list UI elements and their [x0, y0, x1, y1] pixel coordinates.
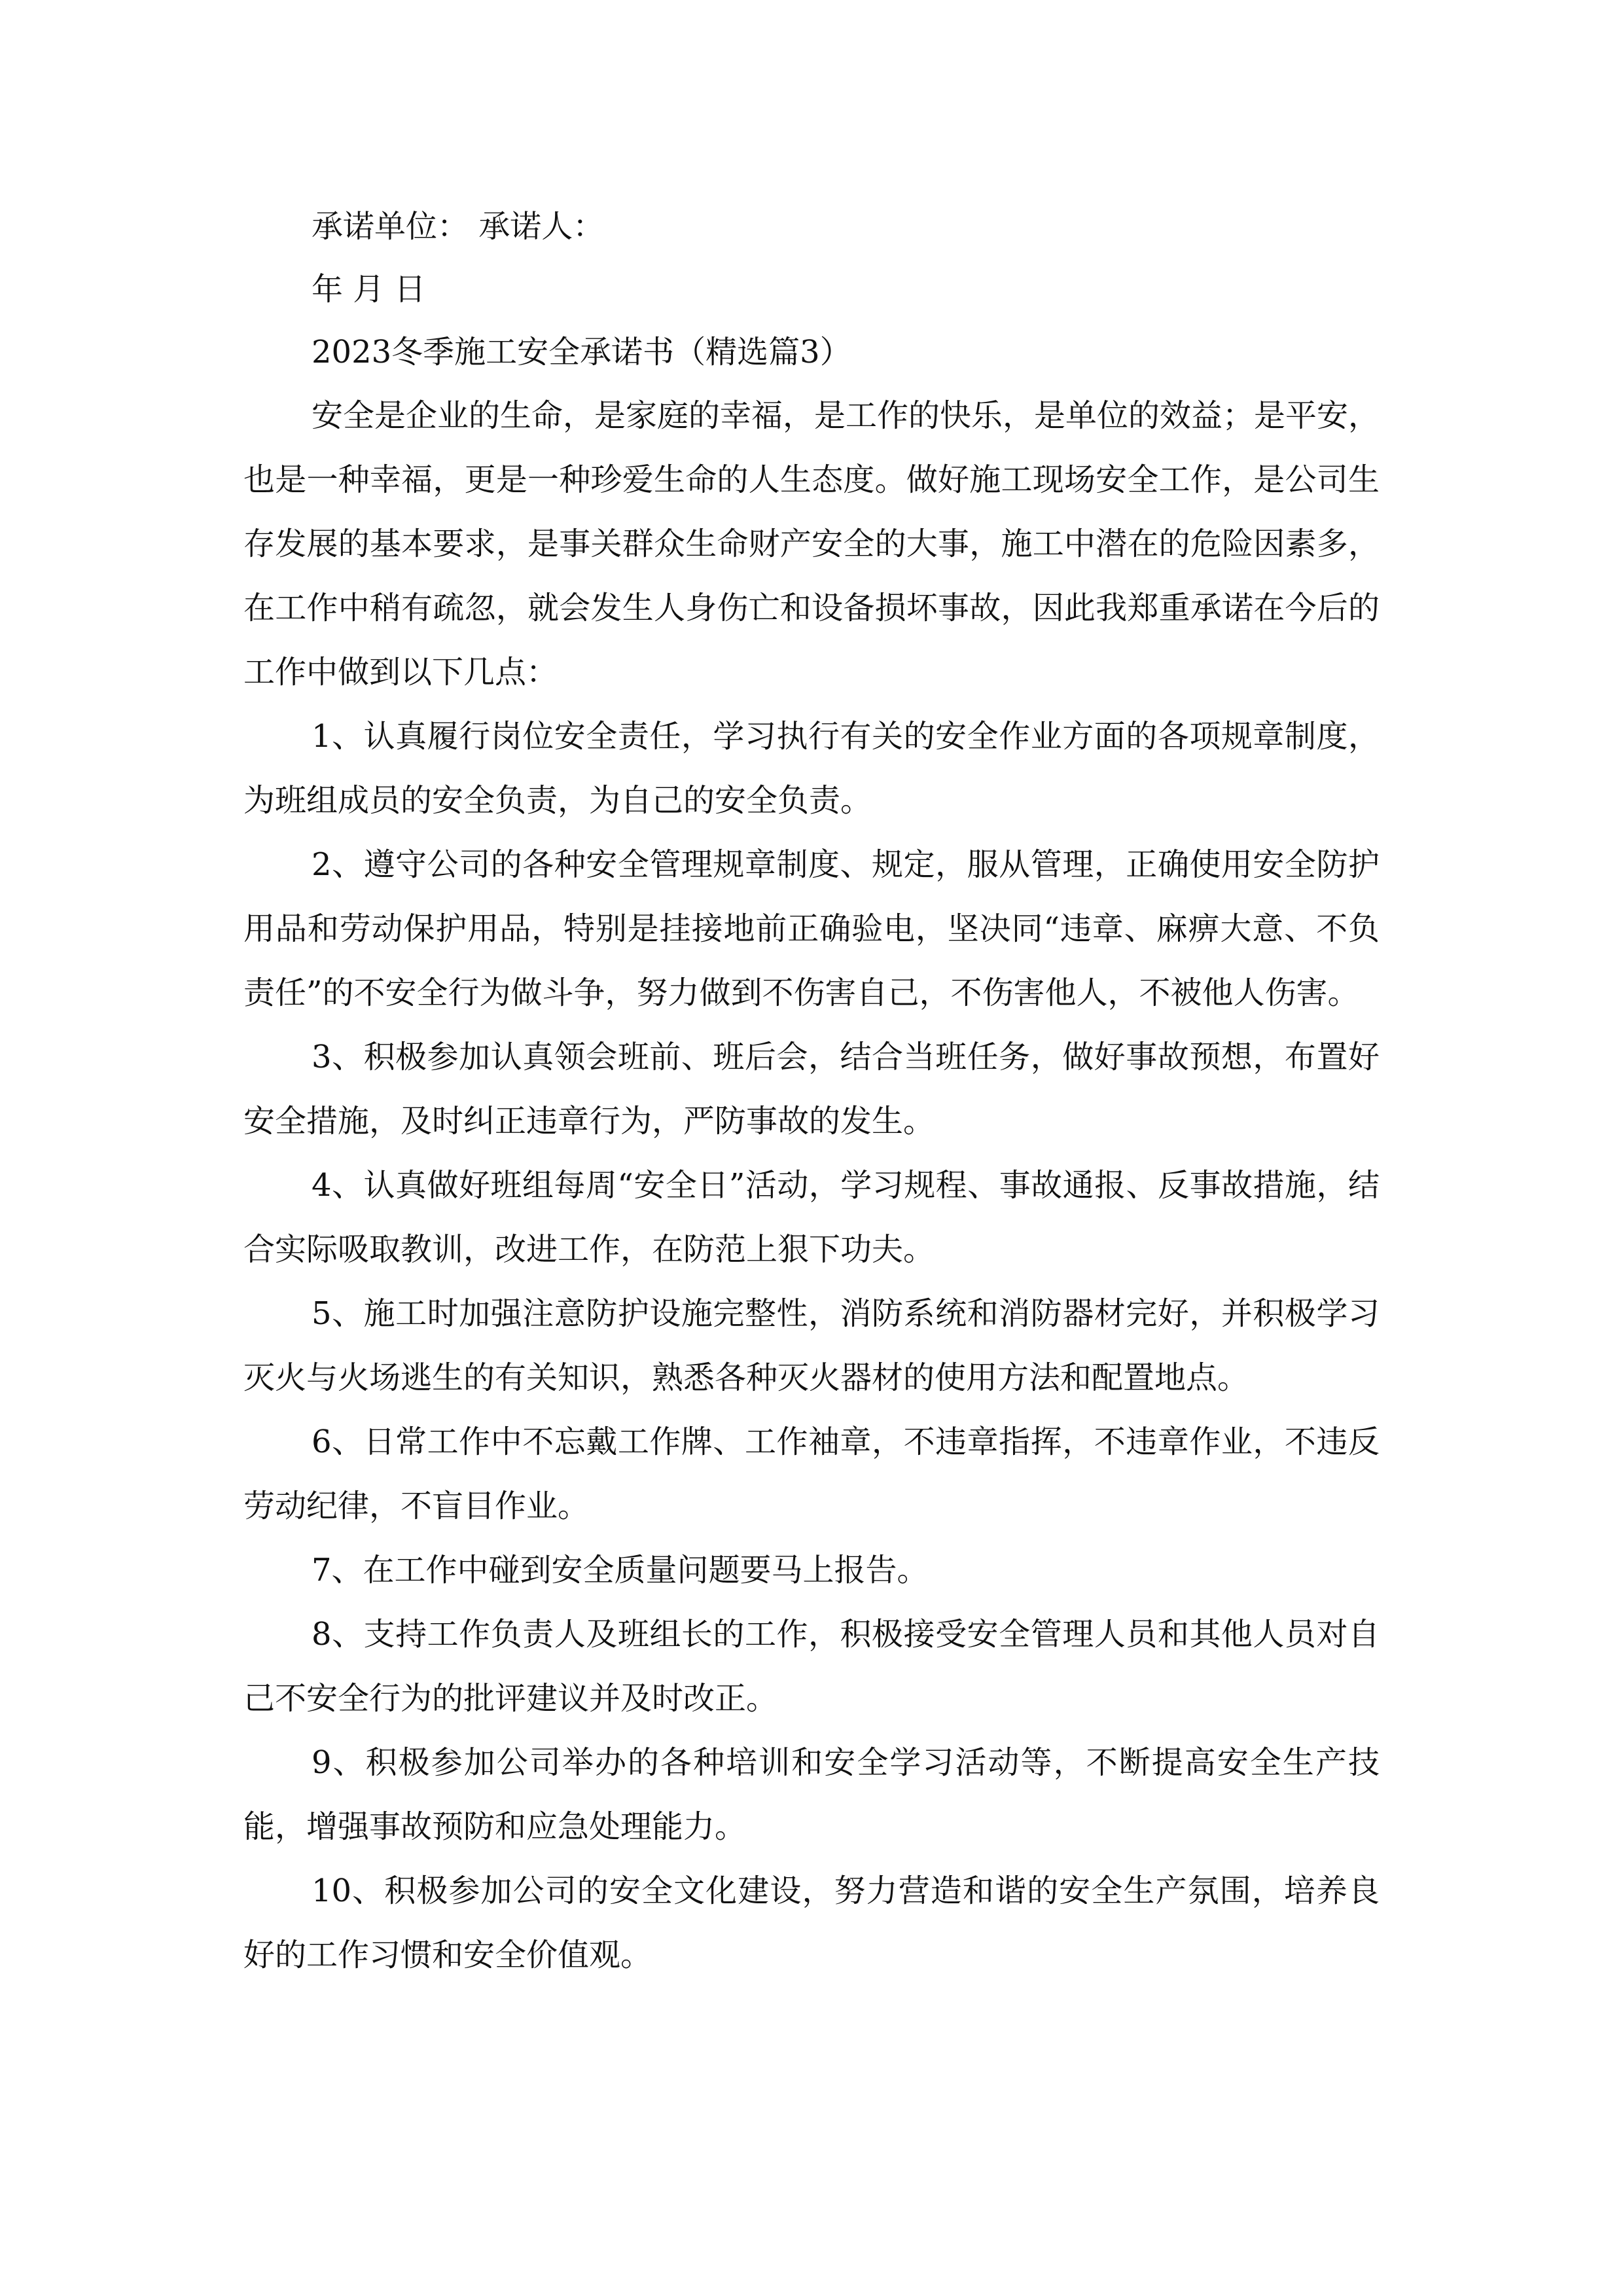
- date-line: 年 月 日: [312, 271, 426, 308]
- commitment-item-5: 5、施工时加强注意防护设施完整性，消防系统和消防器材完好，并积极学习灭火与火场逃生的有关知识，熟悉各种灭火器材的使用方法和配置地点。: [243, 1295, 1380, 1396]
- section-heading: 2023冬季施工安全承诺书（精选篇3）: [312, 334, 851, 370]
- commitment-item-10: 10、积极参加公司的安全文化建设，努力营造和谐的安全生产氛围，培养良好的工作习惯和安全价值观。: [243, 1873, 1380, 1973]
- commitment-item-2: 2、遵守公司的各种安全管理规章制度、规定，服从管理，正确使用安全防护用品和劳动保护用品，特别是挂接地前正确验电，坚决同“违章、麻痹大意、不负责任”的不安全行为做斗争，努力做到不伤害自己，不伤害他人，不被他人伤害。: [243, 846, 1380, 1011]
- commitment-item-6: 6、日常工作中不忘戴工作牌、工作袖章，不违章指挥，不违章作业，不违反劳动纪律，不盲目作业。: [243, 1424, 1380, 1524]
- commitment-item-8: 8、支持工作负责人及班组长的工作，积极接受安全管理人员和其他人员对自己不安全行为的批评建议并及时改正。: [243, 1616, 1380, 1717]
- commitment-item-7: 7、在工作中碰到安全质量问题要马上报告。: [312, 1552, 929, 1588]
- commitment-item-9: 9、积极参加公司举办的各种培训和安全学习活动等，不断提高安全生产技能，增强事故预防和应急处理能力。: [243, 1744, 1380, 1845]
- document-body: [243, 195, 1380, 1987]
- commitment-item-1: 1、认真履行岗位安全责任，学习执行有关的安全作业方面的各项规章制度，为班组成员的安全负责，为自己的安全负责。: [243, 718, 1380, 819]
- commitment-item-3: 3、积极参加认真领会班前、班后会，结合当班任务，做好事故预想，布置好安全措施，及时纠正违章行为，严防事故的发生。: [243, 1039, 1380, 1139]
- signature-line: 承诺单位： 承诺人：: [312, 208, 605, 245]
- commitment-item-4: 4、认真做好班组每周“安全日”活动，学习规程、事故通报、反事故措施，结合实际吸取教训，改进工作，在防范上狠下功夫。: [243, 1167, 1380, 1268]
- intro-paragraph: 安全是企业的生命，是家庭的幸福，是工作的快乐，是单位的效益；是平安，也是一种幸福，更是一种珍爱生命的人生态度。做好施工现场安全工作，是公司生存发展的基本要求，是事关群众生命财产安全的大事，施工中潜在的危险因素多，在工作中稍有疏忽，就会发生人身伤亡和设备损坏事故，因此我郑重承诺在今后的工作中做到以下几点：: [243, 397, 1380, 691]
